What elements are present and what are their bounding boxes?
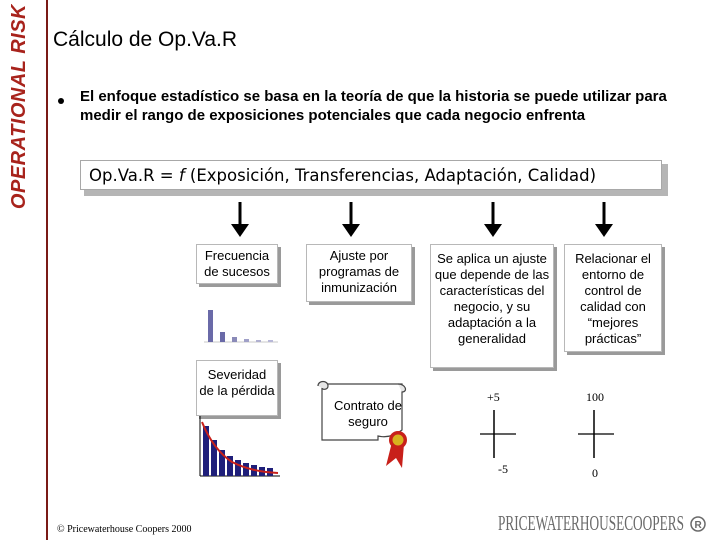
histogram-bar [244,339,249,342]
severity-distribution-chart [196,412,282,480]
logo-text: PRICEWATERHOUSECOOPERS [498,511,684,535]
bullet-text: El enfoque estadístico se basa en la teoría de que la historia se puede utilizar para medir el rango de exposiciones potenciales que cada negocio enfrenta [80,88,667,124]
calidad-box: Relacionar el entorno de control de calidad con “mejores prácticas” [564,244,662,352]
frecuencia-box: Frecuencia de sucesos [196,244,278,284]
contrato-label: Contrato de seguro [334,398,402,429]
frequency-histogram [200,306,280,346]
calidad-scale-bottom: 0 [592,466,598,480]
formula-args: (Exposición, Transferencias, Adaptación, Calidad) [184,166,597,185]
histogram-bar [256,340,261,342]
formula-prefix: Op.Va.R = [89,166,179,185]
severidad-box: Severidad de la pérdida [196,360,278,416]
formula-function: f [178,166,185,185]
down-arrow-icon [593,202,615,238]
sidebar-rule [46,0,48,540]
severity-bar [235,460,241,476]
adaptacion-scale-top: +5 [487,390,500,404]
pwc-logo [496,506,710,536]
seal-icon [393,435,404,446]
down-arrow-icon [340,202,362,238]
copyright-footer: © Pricewaterhouse Coopers 2000 [57,524,192,535]
down-arrow-icon [482,202,504,238]
adaptacion-scale-icon [478,408,518,460]
histogram-bar [208,310,213,342]
histogram-bar [232,337,237,342]
formula-box [80,160,662,190]
calidad-scale-top: 100 [586,390,604,404]
histogram-bar [268,340,273,342]
bullet-icon [58,98,64,104]
histogram-bar [220,332,225,342]
adaptacion-box: Se aplica un ajuste que depende de las características del negocio, y su adaptación a la generalidad [430,244,554,368]
calidad-scale-icon [576,408,616,460]
svg-text:R: R [694,520,702,531]
down-arrow-icon [229,202,251,238]
ajuste-box: Ajuste por programas de inmunización [306,244,412,302]
sidebar-label: OPERATIONAL RISK [8,4,30,210]
severity-bar [243,463,249,476]
slide-title: Cálculo de Op.Va.R [53,28,238,51]
adaptacion-scale-bottom: -5 [498,462,508,476]
